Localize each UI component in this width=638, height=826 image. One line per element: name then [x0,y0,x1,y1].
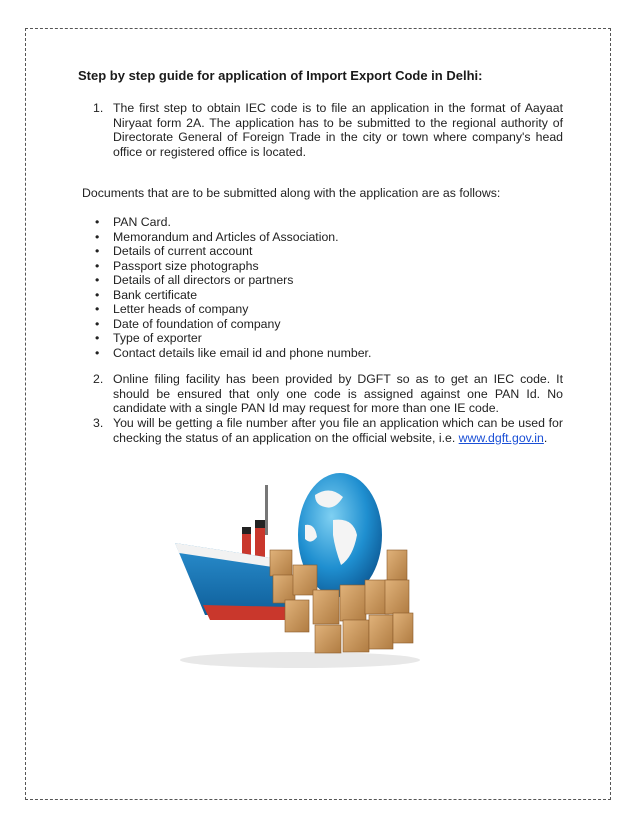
step-number: 3. [93,416,104,430]
list-item: • Letter heads of company [93,302,371,317]
step-text: The first step to obtain IEC code is to file an application in the format of Aayaat Niryaat form 2A. The application has to be submitted to the regional authority of Directorate General of Foreign Trade in the city or town where company's head office or registered office is located. [113,101,563,159]
dgft-website-link[interactable]: www.dgft.gov.in [458,430,544,445]
list-item: • Date of foundation of company [93,317,371,332]
step-3 [93,416,563,445]
step-1 [93,101,563,159]
list-item: • Passport size photographs [93,259,371,274]
list-item: • Details of all directors or partners [93,273,371,288]
ship-globe-cargo-illustration [165,465,435,675]
step-number: 1. [93,101,104,115]
list-item: • Details of current account [93,244,371,259]
documents-intro: Documents that are to be submitted along with the application are as follows: [82,186,501,200]
list-item: • PAN Card. [93,215,371,230]
list-item: • Bank certificate [93,288,371,303]
step-text: You will be getting a file number after you file an application which can be used for checking the status of an application on the official website, i.e. [113,416,563,445]
step-number: 2. [93,372,104,386]
step-2 [93,372,563,416]
list-item: • Contact details like email id and phone number. [93,346,371,361]
documents-list [93,215,371,360]
page-heading: Step by step guide for application of Import Export Code in Delhi: [78,68,483,83]
step-text-end: . [543,430,548,445]
step-text: Online filing facility has been provided by DGFT so as to get an IEC code. It should be ensured that only one code is assigned against one PAN Id. No candidate with a single PAN Id may request for more than one IE code. [113,372,563,415]
list-item: • Memorandum and Articles of Association. [93,230,371,245]
list-item: • Type of exporter [93,331,371,346]
